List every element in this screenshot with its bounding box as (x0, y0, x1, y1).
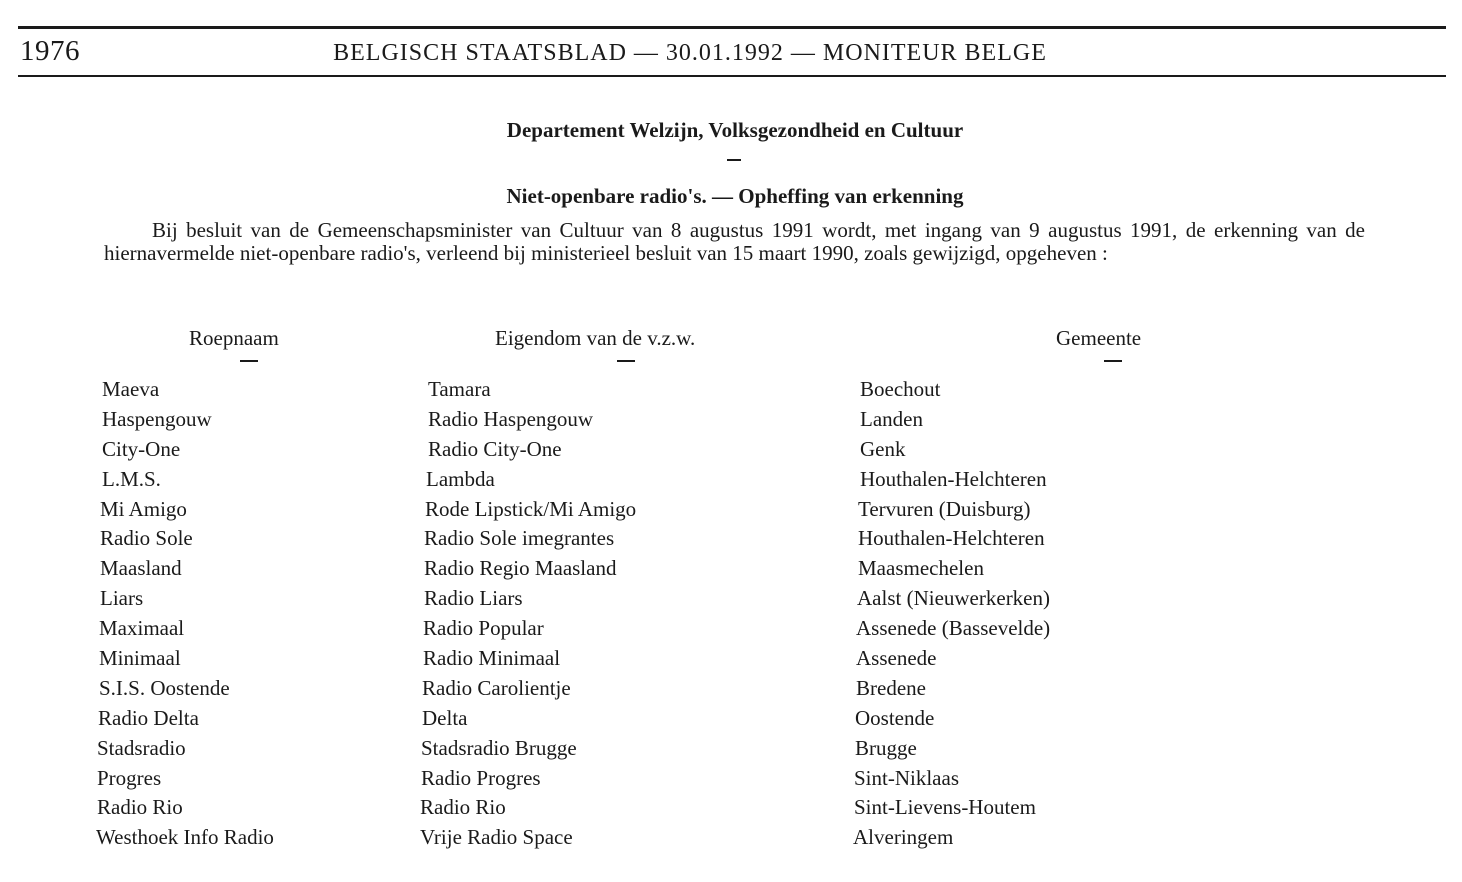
notice-subject: Niet-openbare radio's. — Opheffing van erkenning (506, 184, 964, 208)
table-row (0, 734, 1462, 764)
cell-eigendom: Rode Lipstick/Mi Amigo (425, 496, 637, 521)
cell-eigendom: Radio Progres (421, 765, 541, 790)
table-row (0, 793, 1462, 823)
table-row (0, 764, 1462, 794)
column-dash-eigendom (617, 360, 635, 362)
cell-gemeente: Maasmechelen (858, 556, 984, 581)
table-row (0, 435, 1462, 465)
cell-eigendom: Radio Rio (420, 795, 506, 820)
cell-eigendom: Radio Liars (424, 586, 523, 611)
table-row (0, 495, 1462, 525)
cell-gemeente: Brugge (855, 735, 917, 760)
cell-eigendom: Delta (422, 705, 468, 730)
cell-roepnaam: Minimaal (99, 646, 181, 671)
column-header-eigendom: Eigendom van de v.z.w. (495, 326, 696, 350)
cell-roepnaam: Westhoek Info Radio (96, 825, 274, 850)
cell-gemeente: Houthalen-Helchteren (858, 526, 1045, 551)
table-row (0, 465, 1462, 495)
cell-eigendom: Lambda (426, 466, 495, 491)
cell-gemeente: Sint-Niklaas (854, 765, 959, 790)
cell-gemeente: Bredene (856, 675, 926, 700)
cell-eigendom: Stadsradio Brugge (421, 735, 577, 760)
cell-roepnaam: L.M.S. (102, 466, 161, 491)
table-row (0, 405, 1462, 435)
cell-gemeente: Tervuren (Duisburg) (858, 496, 1031, 521)
radio-table (0, 375, 1462, 853)
cell-roepnaam: Haspengouw (102, 406, 212, 431)
cell-eigendom: Radio Regio Maasland (424, 556, 617, 581)
cell-roepnaam: Maasland (100, 556, 182, 581)
cell-roepnaam: Mi Amigo (100, 496, 187, 521)
cell-eigendom: Radio Carolientje (422, 675, 571, 700)
cell-roepnaam: Radio Sole (100, 526, 193, 551)
table-row (0, 674, 1462, 704)
cell-gemeente: Assenede (Bassevelde) (856, 616, 1051, 641)
cell-roepnaam: Radio Rio (97, 795, 183, 820)
cell-eigendom: Vrije Radio Space (420, 825, 573, 850)
cell-roepnaam: S.I.S. Oostende (99, 675, 230, 700)
cell-roepnaam: Maeva (102, 377, 160, 401)
cell-roepnaam: Maximaal (99, 616, 185, 641)
cell-roepnaam: Progres (97, 765, 162, 790)
heading-separator-dash (727, 159, 741, 161)
column-header-roepnaam: Roepnaam (189, 326, 279, 350)
cell-eigendom: Radio City-One (428, 436, 562, 461)
cell-eigendom: Radio Haspengouw (428, 406, 594, 431)
table-row (0, 614, 1462, 644)
table-row (0, 375, 1462, 405)
cell-gemeente: Alveringem (853, 825, 954, 850)
cell-gemeente: Boechout (860, 377, 941, 401)
table-row (0, 584, 1462, 614)
cell-roepnaam: Radio Delta (98, 705, 199, 730)
column-dash-roepnaam (240, 360, 258, 362)
cell-gemeente: Landen (860, 406, 923, 431)
table-row (0, 823, 1462, 853)
cell-roepnaam: Stadsradio (97, 735, 186, 760)
running-title: BELGISCH STAATSBLAD — 30.01.1992 — MONITEUR BELGE (333, 40, 1047, 66)
department-heading: Departement Welzijn, Volksgezondheid en Cultuur (506, 118, 964, 142)
header-top-rule (18, 26, 1446, 29)
column-header-gemeente: Gemeente (1056, 326, 1142, 350)
cell-gemeente: Genk (860, 436, 906, 461)
cell-gemeente: Sint-Lievens-Houtem (854, 795, 1036, 820)
cell-gemeente: Aalst (Nieuwerkerken) (857, 586, 1050, 611)
cell-eigendom: Radio Sole imegrantes (424, 526, 615, 551)
column-dash-gemeente (1104, 360, 1122, 362)
notice-paragraph: Bij besluit van de Gemeenschapsminister van Cultuur van 8 augustus 1991 wordt, met ingang van 9 augustus 1991, de erkenning van de hiernavermelde niet-openbare radio's, verleend bij ministerieel besluit van 15 maart 1990, zoals gewijzigd, opgeheven : (104, 218, 1365, 265)
cell-eigendom: Tamara (428, 377, 491, 401)
cell-roepnaam: Liars (100, 586, 144, 611)
table-row (0, 644, 1462, 674)
page-number: 1976 (20, 35, 80, 67)
table-row (0, 524, 1462, 554)
cell-eigendom: Radio Popular (423, 616, 544, 641)
cell-eigendom: Radio Minimaal (423, 646, 561, 671)
cell-gemeente: Assenede (856, 646, 937, 671)
header-bottom-rule (18, 75, 1446, 77)
cell-roepnaam: City-One (102, 436, 181, 461)
table-row (0, 704, 1462, 734)
cell-gemeente: Houthalen-Helchteren (860, 466, 1047, 491)
table-row (0, 554, 1462, 584)
cell-gemeente: Oostende (855, 705, 935, 730)
